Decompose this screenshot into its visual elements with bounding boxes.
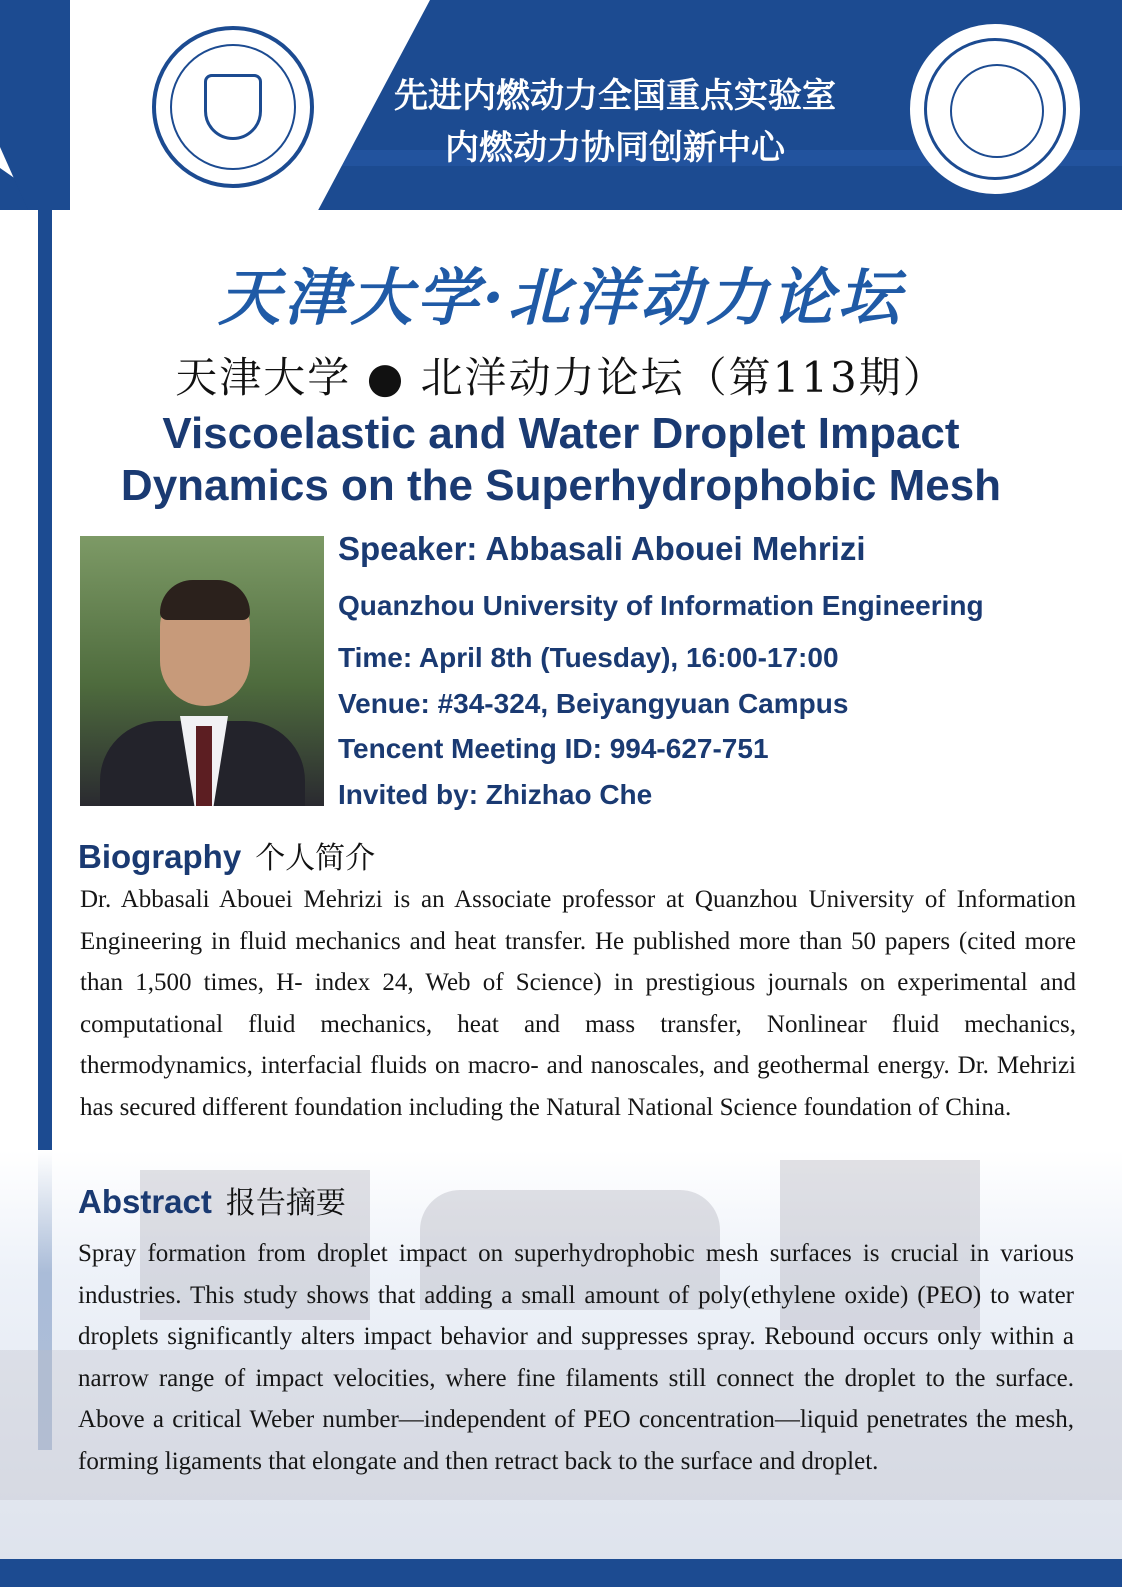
- biography-heading-en: Biography: [78, 838, 242, 875]
- biography-heading-cn: 个人简介: [255, 841, 376, 876]
- abstract-heading-cn: 报告摘要: [225, 1186, 346, 1221]
- talk-time: Time: April 8th (Tuesday), 16:00-17:00: [338, 642, 839, 673]
- talk-venue: Venue: #34-324, Beiyangyuan Campus: [338, 688, 849, 719]
- lab-name: [330, 70, 900, 174]
- photo-hair: [160, 580, 250, 620]
- biography-heading: [78, 833, 375, 877]
- tencent-meeting-id: Tencent Meeting ID: 994-627-751: [338, 733, 769, 764]
- lab-name-line2: 内燃动力协同创新中心: [445, 129, 785, 167]
- seal-emblem: [204, 74, 262, 140]
- seal-emblem: [950, 64, 1044, 158]
- forum-subtitle: 天津大学 ● 北洋动力论坛（第113期）: [175, 353, 947, 402]
- skle-seal: [910, 24, 1080, 194]
- forum-brush-title: 天津大学·北洋动力论坛: [218, 261, 904, 334]
- talk-title: [0, 408, 1122, 512]
- talk-title-line1: Viscoelastic and Water Droplet Impact: [162, 409, 960, 458]
- footer-bar: [0, 1559, 1122, 1587]
- speaker-photo: [80, 536, 324, 806]
- lab-name-line1: 先进内燃动力全国重点实验室: [394, 77, 836, 115]
- photo-tie: [196, 726, 212, 806]
- biography-text: Dr. Abbasali Abouei Mehrizi is an Associate professor at Quanzhou University of Information Engineering in fluid mechanics and heat transfer. He published more than 50 papers (cited more than 1,500 times, H- index 24, Web of Science) in prestigious journals on experimental and computational fluid mechanics, heat and mass transfer, Nonlinear fluid mechanics, thermodynamics, interfacial fluids on macro- and nanoscales, and geothermal energy. Dr. Mehrizi has secured different foundation including the Natural National Science foundation of China.: [80, 886, 1076, 1121]
- abstract-text: Spray formation from droplet impact on superhydrophobic mesh surfaces is crucial in various industries. This study shows that adding a small amount of poly(ethylene oxide) (PEO) to water droplets significantly alters impact behavior and suppresses spray. Rebound occurs only within a narrow range of impact velocities, where fine filaments still connect the droplet to the surface. Above a critical Weber number—independent of PEO concentration—liquid penetrates the mesh, forming ligaments that elongate and then retract back to the surface and droplet.: [78, 1240, 1074, 1475]
- invited-by: Invited by: Zhizhao Che: [338, 779, 653, 810]
- speaker-name: Speaker: Abbasali Abouei Mehrizi: [338, 530, 866, 567]
- talk-title-line2: Dynamics on the Superhydrophobic Mesh: [120, 461, 1002, 510]
- speaker-affiliation: Quanzhou University of Information Engineering: [338, 590, 984, 621]
- tianjin-university-seal: [152, 26, 314, 188]
- abstract-heading-en: Abstract: [78, 1183, 212, 1220]
- abstract-heading: [78, 1178, 346, 1222]
